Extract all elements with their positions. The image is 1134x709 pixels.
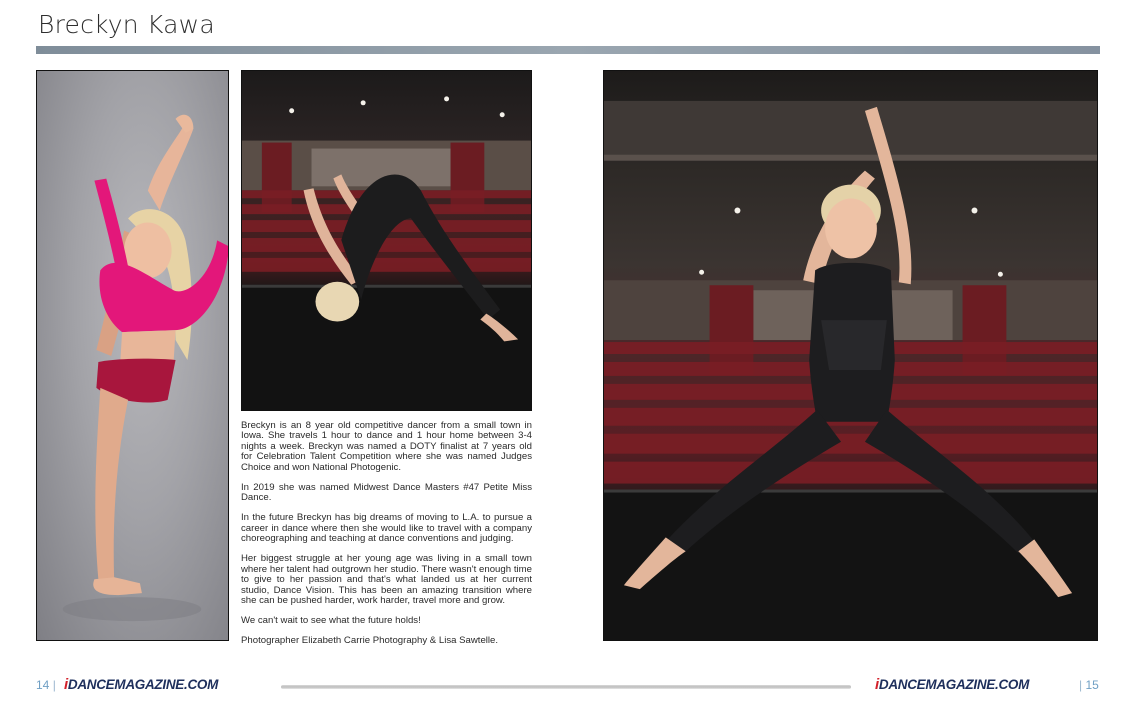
photo-stage-bridge <box>241 70 532 411</box>
logo-i: i <box>875 676 879 693</box>
logo-magazine: MAGAZINE <box>925 677 995 692</box>
logo-com: .COM <box>184 677 219 692</box>
article-body <box>241 421 532 657</box>
stage-scene-1 <box>242 71 531 410</box>
photo-standing-split <box>36 70 229 641</box>
photo-credit: Photographer Elizabeth Carrie Photography & Lisa Sawtelle. <box>241 635 499 647</box>
stage-scene-2 <box>604 71 1097 640</box>
footer-divider <box>281 685 851 689</box>
page-number-separator: | <box>1079 678 1083 692</box>
logo-magazine: MAGAZINE <box>114 677 184 692</box>
magazine-logo-left[interactable] <box>64 676 218 693</box>
article-paragraph: Her biggest struggle at her young age was living in a small town where her talent had outgrown her studio. There wasn't enough time to give to her passion and that's what landed us at her current studio, Dance Vision. This has been an amazing transition where she can be pushed harder, work harder, travel more and grow. <box>241 553 532 607</box>
page-number-separator: | <box>52 678 56 692</box>
photo-stage-wide-stance <box>603 70 1098 641</box>
page-number-14: 14 <box>36 678 50 692</box>
magazine-logo-right[interactable] <box>875 676 1029 693</box>
logo-dance: DANCE <box>67 677 115 692</box>
logo-com: .COM <box>995 677 1030 692</box>
article-paragraph: In the future Breckyn has big dreams of moving to L.A. to pursue a career in dance where then she would like to travel with a company choreographing and teaching at dance conventions and judging. <box>241 512 532 545</box>
right-page-number <box>1079 678 1099 692</box>
article-paragraph: We can't wait to see what the future holds! <box>241 615 421 627</box>
page-title: Breckyn Kawa <box>38 10 215 39</box>
article-paragraph: Breckyn is an 8 year old competitive dancer from a small town in Iowa. She travels 1 hour to dance and 1 hour home between 3-4 nights a week. Breckyn was named a DOTY finalist at 7 years old for Celebration Talent Competition where she was named Judges Choice and won National Photogenic. <box>241 420 532 473</box>
article-paragraph: In 2019 she was named Midwest Dance Masters #47 Petite Miss Dance. <box>241 481 532 504</box>
dancer-pink-figure <box>37 71 228 640</box>
page-number-15: 15 <box>1085 678 1099 692</box>
title-divider <box>36 46 1100 54</box>
logo-dance: DANCE <box>878 677 926 692</box>
left-page-number <box>36 678 56 692</box>
logo-i: i <box>64 676 68 693</box>
